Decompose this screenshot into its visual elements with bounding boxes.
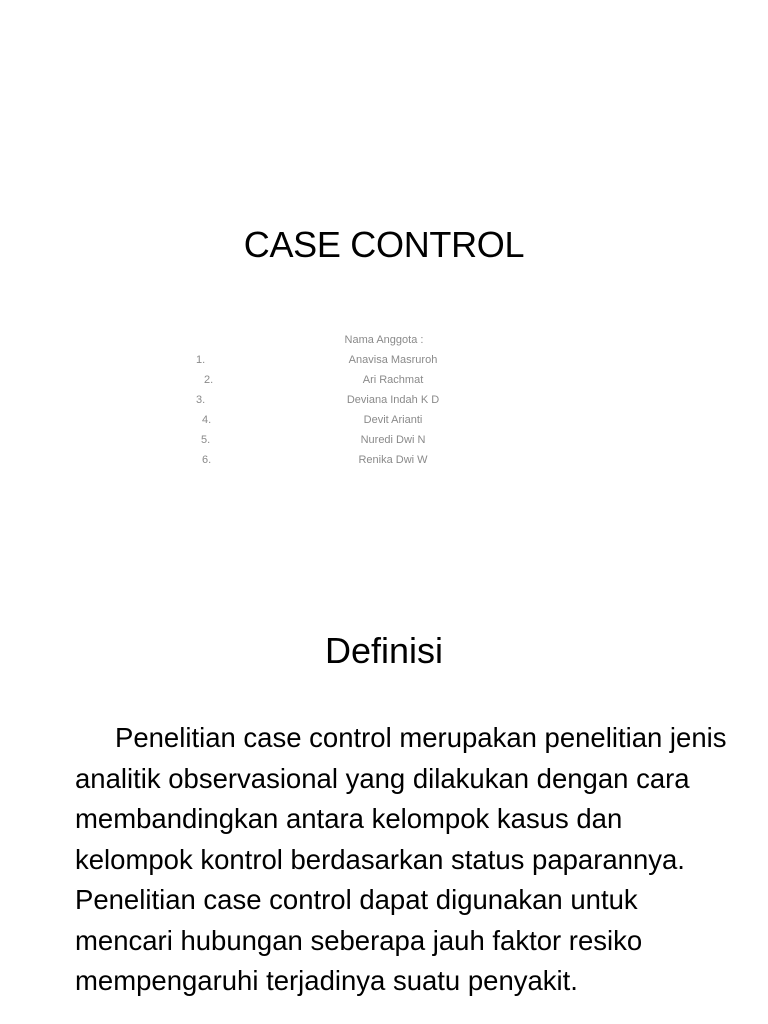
member-number: 5. bbox=[201, 434, 211, 446]
member-name: Anavisa Masruroh bbox=[348, 354, 438, 366]
member-row bbox=[0, 392, 768, 412]
slide-title-heading: CASE CONTROL bbox=[243, 224, 525, 265]
member-row bbox=[0, 412, 768, 432]
member-name: Deviana Indah K D bbox=[346, 394, 440, 406]
members-heading: Nama Anggota : bbox=[344, 334, 424, 346]
definition-body: Penelitian case control merupakan penelitian jenis analitik observasional yang dilakukan dengan cara membandingkan antara kelompok kasus dan kelompok kontrol berdasarkan status paparannya. Penelitian case control dapat digunakan untuk mencari hubungan seberapa jauh faktor resiko mempengaruhi terjadinya suatu penyakit. bbox=[75, 722, 727, 996]
member-number: 4. bbox=[202, 414, 212, 426]
member-row bbox=[0, 452, 768, 472]
member-row bbox=[0, 432, 768, 452]
member-name: Nuredi Dwi N bbox=[360, 434, 426, 446]
member-row bbox=[0, 352, 768, 372]
member-name: Renika Dwi W bbox=[358, 454, 428, 466]
member-number: 1. bbox=[196, 354, 206, 366]
member-number: 6. bbox=[202, 454, 212, 466]
member-name: Ari Rachmat bbox=[362, 374, 424, 386]
member-number: 3. bbox=[196, 394, 206, 406]
slide-definition bbox=[0, 576, 768, 1024]
member-number: 2. bbox=[204, 374, 214, 386]
member-name: Devit Arianti bbox=[363, 414, 423, 426]
definition-heading: Definisi bbox=[324, 630, 444, 671]
member-row bbox=[0, 372, 768, 392]
